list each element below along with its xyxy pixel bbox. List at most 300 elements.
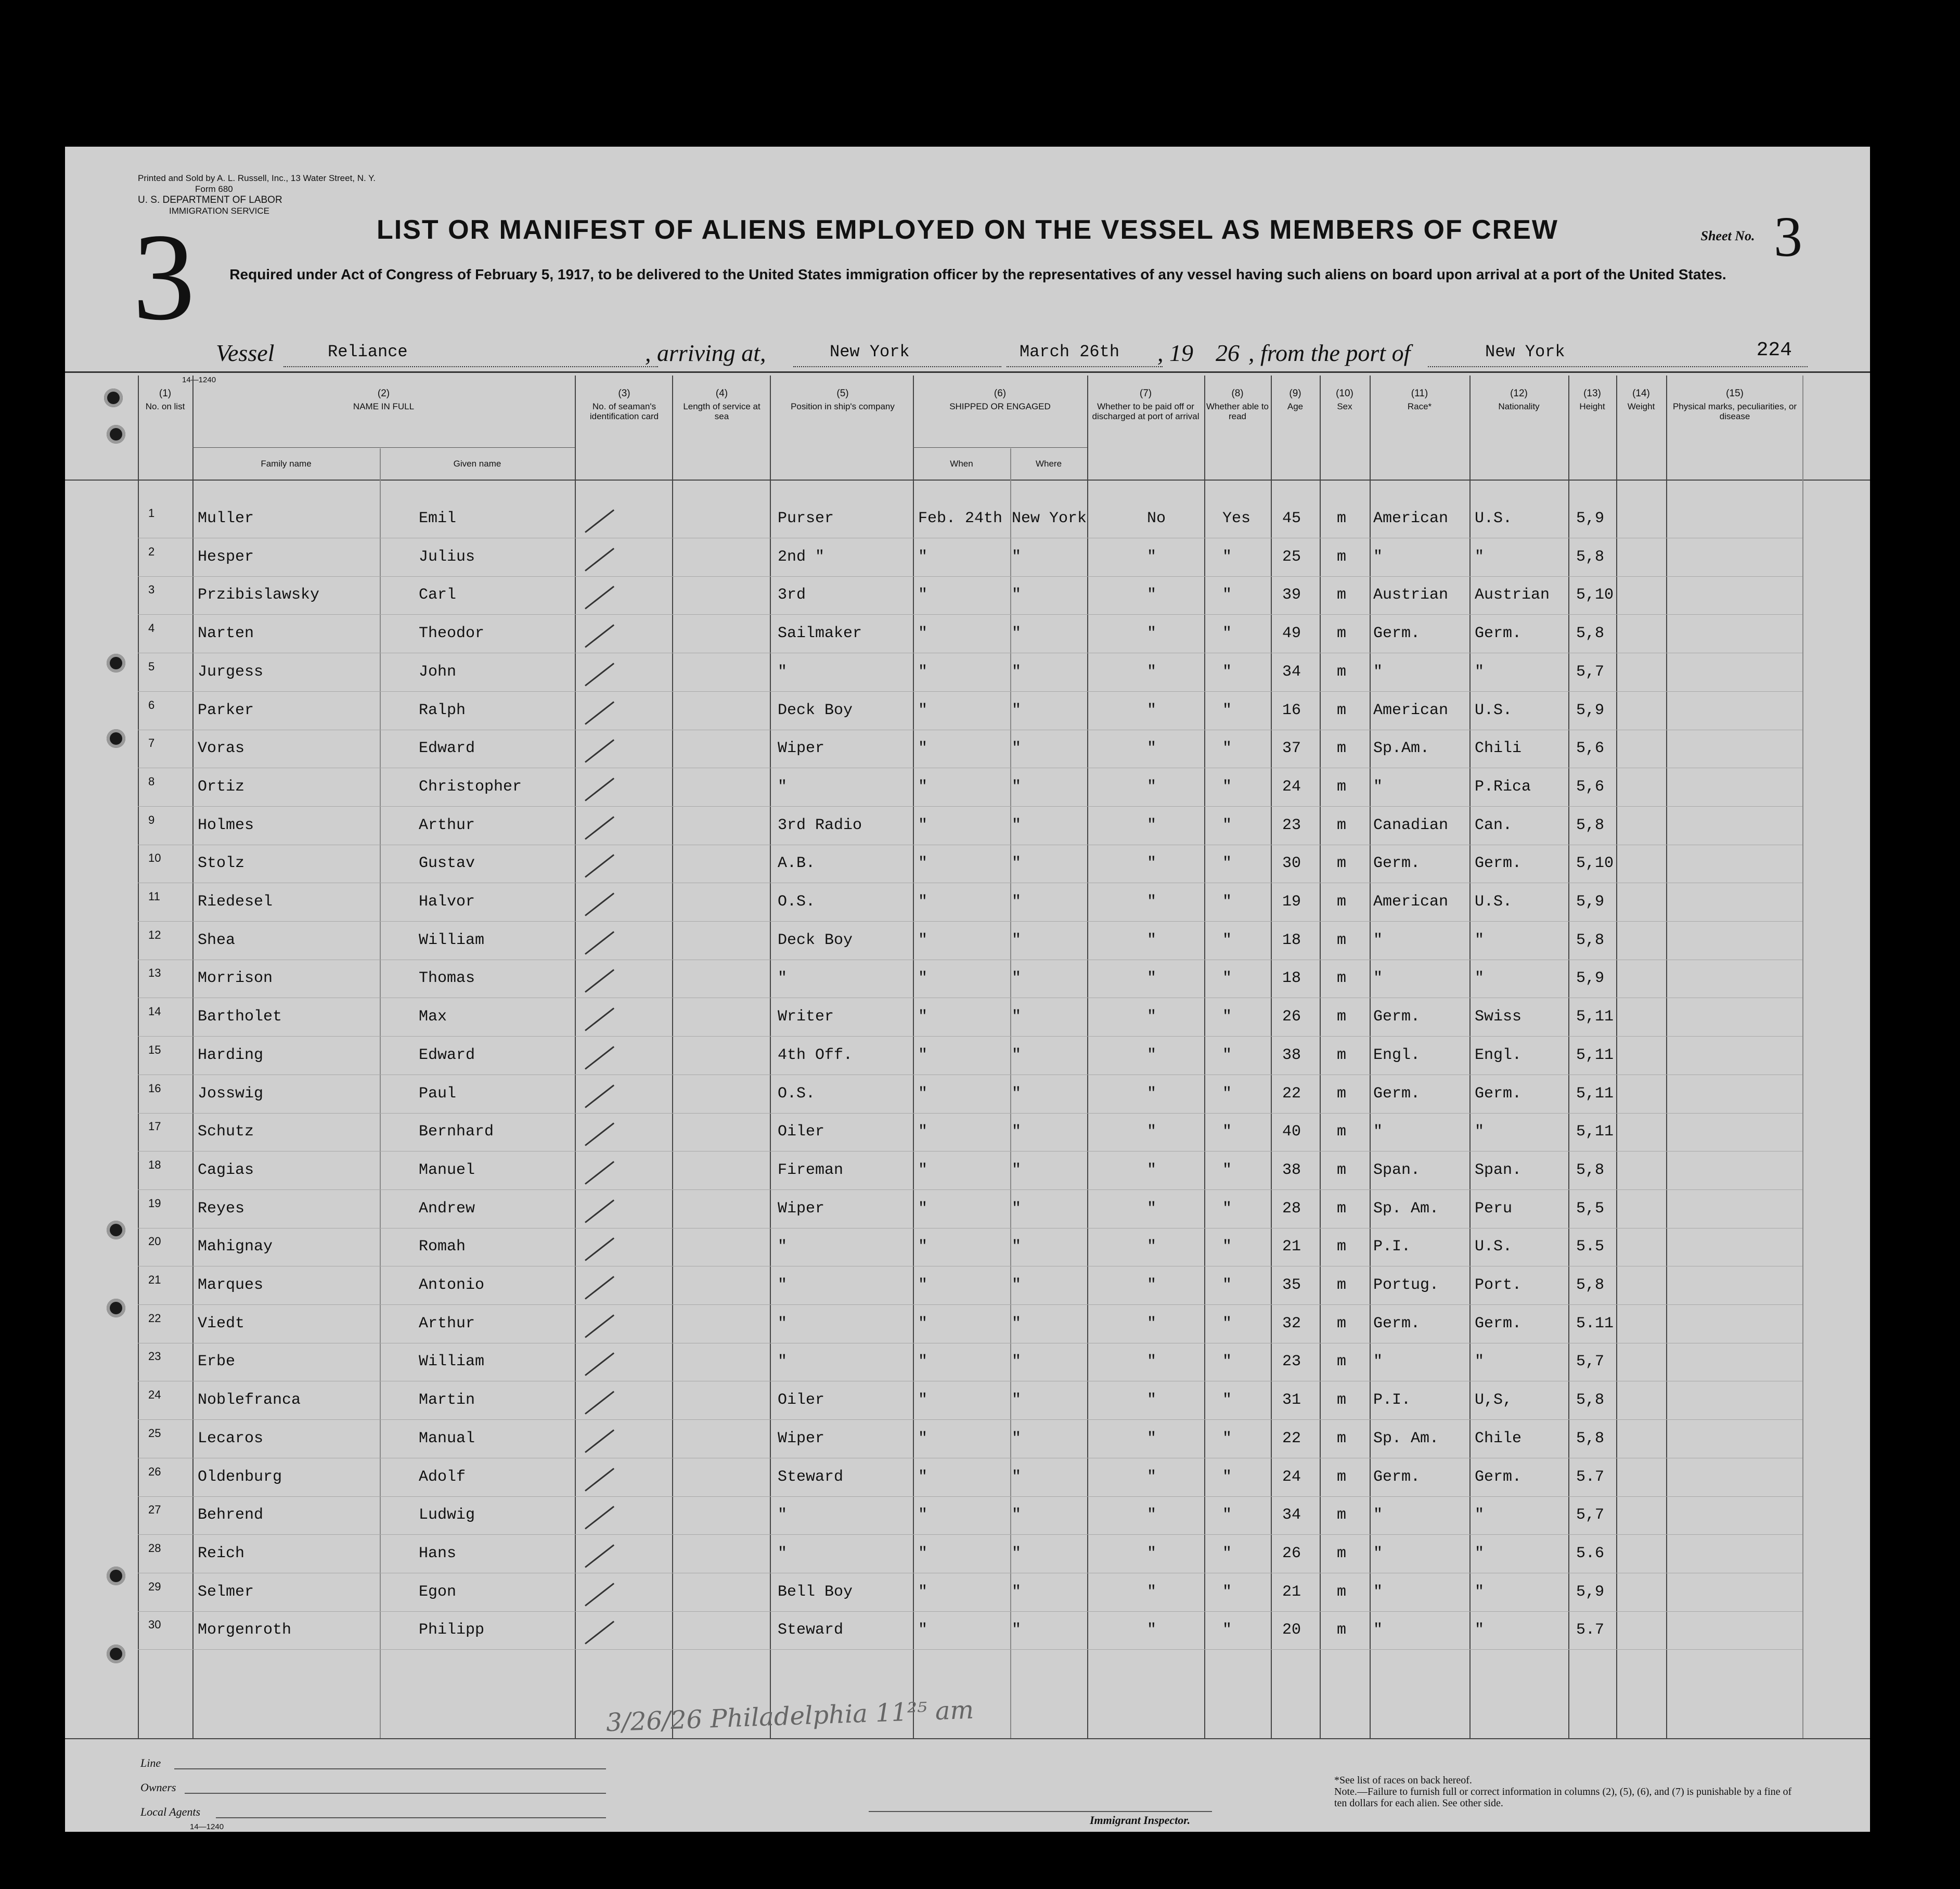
cell-paid-off: " [1147,1123,1157,1141]
cell-shipped-where: " [1012,778,1022,796]
cell-shipped-where: " [1012,625,1022,643]
table-row [65,1305,1870,1344]
cell-family-name: Cagias [198,1161,254,1179]
cell-given-name: Egon [419,1583,457,1601]
cell-sex: m [1337,586,1347,604]
cell-given-name: William [419,1353,485,1371]
cell-sex: m [1337,969,1347,988]
cell-shipped-when: " [918,625,928,643]
col-age-header: (9) Age [1287,388,1304,411]
cell-height: 5,8 [1576,1161,1605,1179]
id-card-checkmark [585,931,614,954]
cell-height: 5.6 [1576,1544,1605,1562]
cell-race: American [1373,701,1449,719]
cell-height: 5,11 [1576,1046,1614,1064]
cell-nationality: " [1475,548,1485,566]
cell-given-name: Carl [419,586,457,604]
cell-able-to-read: " [1222,1276,1232,1294]
cell-shipped-when: " [918,1084,928,1103]
col-read-header: (8) Whether able to read [1206,388,1269,421]
col-where-header: Where [1035,459,1062,469]
cell-row-number: 4 [148,622,155,635]
cell-position: 2nd " [778,548,825,566]
cell-paid-off: " [1147,1583,1157,1601]
col-when-header: When [950,459,973,469]
year-suffix: 26 [1216,340,1240,366]
cell-age: 49 [1282,625,1301,643]
table-bottom-rule [65,1738,1870,1739]
sheet-number-label: Sheet No. [1700,228,1755,243]
cell-shipped-when: " [918,1391,928,1409]
cell-race: " [1373,1353,1383,1371]
table-row [65,1343,1870,1382]
cell-row-number: 25 [148,1426,161,1440]
cell-row-number: 18 [148,1158,161,1171]
cell-able-to-read: " [1222,1353,1232,1371]
cell-race: P.I. [1373,1391,1411,1409]
cell-paid-off: " [1147,855,1157,873]
id-card-checkmark [585,778,614,801]
cell-sex: m [1337,893,1347,911]
cell-position: Steward [778,1621,844,1639]
cell-able-to-read: " [1222,548,1232,566]
table-row [65,1497,1870,1535]
cell-nationality: Austrian [1475,586,1550,604]
cell-able-to-read: " [1222,1123,1232,1141]
owners-label: Owners [140,1781,176,1794]
id-card-checkmark [585,1007,614,1031]
cell-shipped-where: " [1012,1199,1022,1218]
id-card-checkmark [585,892,614,916]
cell-height: 5,8 [1576,625,1605,643]
cell-shipped-when: " [918,586,928,604]
id-card-checkmark [585,816,614,839]
page-number: 224 [1756,339,1792,361]
col-idcard-header: (3) No. of seaman's identification card [589,388,659,421]
table-row [65,1382,1870,1420]
inspector-label: Immigrant Inspector. [1090,1814,1191,1827]
table-row [65,730,1870,769]
cell-race: " [1373,663,1383,681]
cell-given-name: Thomas [419,969,475,988]
vessel-label: Vessel [216,340,275,366]
cell-family-name: Stolz [198,855,245,873]
cell-paid-off: " [1147,663,1157,681]
cell-family-name: Josswig [198,1084,264,1103]
cell-shipped-when: " [918,816,928,834]
from-port: New York [1485,342,1565,361]
table-row [65,1228,1870,1267]
id-card-checkmark [585,624,614,648]
cell-position: " [778,969,788,988]
cell-height: 5,9 [1576,1583,1605,1601]
cell-position: " [778,1544,788,1562]
cell-nationality: Germ. [1475,1084,1522,1103]
cell-row-number: 23 [148,1350,161,1363]
cell-race: Canadian [1373,816,1449,834]
cell-position: " [778,778,788,796]
cell-race: Span. [1373,1161,1421,1179]
cell-position: Fireman [778,1161,844,1179]
cell-sex: m [1337,1123,1347,1141]
id-card-checkmark [585,1621,614,1645]
cell-family-name: Erbe [198,1353,236,1371]
col-weight-header: (14) Weight [1627,388,1655,411]
cell-given-name: Antonio [419,1276,485,1294]
id-card-checkmark [585,1238,614,1261]
arriving-label: , arriving at, [645,340,766,366]
cell-paid-off: " [1147,1468,1157,1486]
cell-family-name: Muller [198,510,254,527]
col-position-header: (5) Position in ship's company [791,388,895,411]
cell-age: 18 [1282,931,1301,949]
cell-row-number: 21 [148,1273,161,1286]
cell-shipped-when: " [918,1199,928,1218]
cell-position: Oiler [778,1123,825,1141]
cell-shipped-where: " [1012,969,1022,988]
cell-family-name: Przibislawsky [198,586,320,604]
cell-race: American [1373,510,1449,527]
cell-height: 5,10 [1576,586,1614,604]
cell-able-to-read: " [1222,1199,1232,1218]
cell-row-number: 8 [148,774,155,788]
cell-race: " [1373,548,1383,566]
cell-age: 18 [1282,969,1301,988]
cell-able-to-read: " [1222,586,1232,604]
cell-row-number: 1 [148,507,155,520]
cell-nationality: Germ. [1475,625,1522,643]
cell-sex: m [1337,663,1347,681]
cell-height: 5,11 [1576,1123,1614,1141]
cell-row-number: 24 [148,1388,161,1402]
cell-height: 5,8 [1576,931,1605,949]
cell-race: Germ. [1373,1314,1421,1332]
table-row [65,769,1870,807]
cell-shipped-when: " [918,1621,928,1639]
cell-given-name: Arthur [419,1314,475,1332]
cell-race: " [1373,931,1383,949]
cell-shipped-where: " [1012,1084,1022,1103]
cell-given-name: Christopher [419,778,522,796]
cell-family-name: Reyes [198,1199,245,1218]
cell-able-to-read: " [1222,1238,1232,1256]
cell-paid-off: " [1147,586,1157,604]
cell-paid-off: " [1147,893,1157,911]
table-row [65,1152,1870,1191]
form-number: Form 680 [195,184,233,194]
cell-age: 20 [1282,1621,1301,1639]
cell-age: 35 [1282,1276,1301,1294]
cell-sex: m [1337,1583,1347,1601]
cell-shipped-when: " [918,778,928,796]
cell-height: 5,6 [1576,778,1605,796]
cell-nationality: " [1475,1353,1485,1371]
cell-row-number: 28 [148,1541,161,1555]
cell-sex: m [1337,1506,1347,1524]
cell-height: 5.11 [1576,1314,1614,1332]
cell-shipped-where: " [1012,701,1022,719]
cell-shipped-when: " [918,1238,928,1256]
cell-age: 38 [1282,1046,1301,1064]
id-card-checkmark [585,1583,614,1606]
cell-paid-off: " [1147,1161,1157,1179]
cell-shipped-when: " [918,701,928,719]
cell-shipped-when: " [918,893,928,911]
cell-sex: m [1337,510,1347,527]
col-marks-header: (15) Physical marks, peculiarities, or disease [1672,388,1797,421]
cell-race: Germ. [1373,855,1421,873]
cell-age: 25 [1282,548,1301,566]
cell-sex: m [1337,1544,1347,1562]
cell-family-name: Selmer [198,1583,254,1601]
cell-given-name: Manuel [419,1161,475,1179]
cell-row-number: 9 [148,813,155,826]
cell-given-name: Manual [419,1429,475,1447]
cell-height: 5,8 [1576,548,1605,566]
id-card-checkmark [585,1314,614,1338]
cell-age: 26 [1282,1008,1301,1026]
table-row [65,1459,1870,1497]
cell-height: 5,9 [1576,969,1605,988]
cell-position: O.S. [778,1084,816,1103]
cell-paid-off: " [1147,816,1157,834]
cell-paid-off: " [1147,1199,1157,1218]
cell-shipped-where: " [1012,1468,1022,1486]
manifest-sheet [65,147,1870,1832]
cell-age: 22 [1282,1084,1301,1103]
cell-sex: m [1337,855,1347,873]
cell-row-number: 20 [148,1235,161,1248]
local-agents-label: Local Agents [140,1805,201,1818]
cell-family-name: Parker [198,701,254,719]
cell-height: 5.7 [1576,1468,1605,1486]
punch-hole [107,1645,125,1663]
cell-sex: m [1337,1276,1347,1294]
table-row [65,1612,1870,1650]
col-shipped-header: (6) SHIPPED OR ENGAGED [949,388,1051,411]
cell-height: 5,9 [1576,701,1605,719]
cell-given-name: Edward [419,1046,475,1064]
cell-given-name: Gustav [419,855,475,873]
cell-paid-off: No [1147,510,1166,527]
cell-row-number: 11 [148,890,160,903]
cell-shipped-when: " [918,1544,928,1562]
cell-given-name: Emil [419,510,457,527]
cell-nationality: P.Rica [1475,778,1531,796]
cell-paid-off: " [1147,1353,1157,1371]
cell-family-name: Schutz [198,1123,254,1141]
cell-age: 31 [1282,1391,1301,1409]
id-card-checkmark [585,1276,614,1299]
cell-family-name: Lecaros [198,1429,264,1447]
cell-sex: m [1337,625,1347,643]
table-row [65,884,1870,922]
cell-sex: m [1337,1046,1347,1064]
cell-height: 5,11 [1576,1008,1614,1026]
cell-paid-off: " [1147,1391,1157,1409]
cell-position: " [778,663,788,681]
table-row [65,539,1870,577]
cell-able-to-read: " [1222,1391,1232,1409]
cell-age: 23 [1282,1353,1301,1371]
cell-family-name: Shea [198,931,236,949]
cell-given-name: Ludwig [419,1506,475,1524]
cell-race: " [1373,1123,1383,1141]
cell-race: Austrian [1373,586,1449,604]
cell-paid-off: " [1147,1544,1157,1562]
id-card-checkmark [585,1468,614,1491]
cell-height: 5,11 [1576,1084,1614,1103]
cell-row-number: 6 [148,698,155,711]
col-race-header: (11) Race* [1407,388,1432,411]
cell-nationality: U.S. [1475,510,1513,527]
cell-paid-off: " [1147,1046,1157,1064]
cell-shipped-where: " [1012,1008,1022,1026]
printer-line: Printed and Sold by A. L. Russell, Inc., 13 Water Street, N. Y. [138,173,376,183]
cell-paid-off: " [1147,1238,1157,1256]
cell-row-number: 30 [148,1618,161,1632]
cell-position: Deck Boy [778,931,853,949]
id-card-checkmark [585,1084,614,1108]
cell-able-to-read: " [1222,855,1232,873]
punch-hole [107,729,125,748]
cell-height: 5.7 [1576,1621,1605,1639]
table-row [65,807,1870,846]
cell-able-to-read: " [1222,625,1232,643]
cell-age: 21 [1282,1583,1301,1601]
cell-paid-off: " [1147,778,1157,796]
cell-position: " [778,1353,788,1371]
cell-given-name: Bernhard [419,1123,494,1141]
cell-paid-off: " [1147,548,1157,566]
cell-age: 24 [1282,1468,1301,1486]
cell-shipped-where: " [1012,1544,1022,1562]
cell-race: " [1373,778,1383,796]
cell-position: " [778,1314,788,1332]
cell-given-name: Edward [419,740,475,758]
cell-able-to-read: " [1222,1084,1232,1103]
cell-able-to-read: " [1222,1161,1232,1179]
cell-sex: m [1337,1621,1347,1639]
cell-sex: m [1337,1391,1347,1409]
cell-row-number: 17 [148,1120,161,1133]
cell-able-to-read: " [1222,1008,1232,1026]
table-row [65,577,1870,615]
cell-nationality: " [1475,1621,1485,1639]
table-row [65,960,1870,999]
cell-given-name: Martin [419,1391,475,1409]
cell-able-to-read: " [1222,1583,1232,1601]
cell-age: 45 [1282,510,1301,527]
cell-row-number: 5 [148,659,155,673]
col-service-header: (4) Length of service at sea [683,388,760,421]
table-row [65,1191,1870,1229]
cell-shipped-where: " [1012,1046,1022,1064]
cell-race: Sp.Am. [1373,740,1430,758]
id-card-checkmark [585,1353,614,1376]
cell-family-name: Jurgess [198,663,264,681]
id-card-checkmark [585,586,614,610]
cell-able-to-read: " [1222,1506,1232,1524]
cell-shipped-when: " [918,1123,928,1141]
cell-age: 19 [1282,893,1301,911]
cell-race: Germ. [1373,625,1421,643]
corner-sheet-number: 3 [133,208,195,346]
cell-nationality: Engl. [1475,1046,1522,1064]
cell-row-number: 13 [148,966,161,980]
cell-height: 5,5 [1576,1199,1605,1218]
cell-family-name: Narten [198,625,254,643]
page-subtitle: Required under Act of Congress of February 5, 1917, to be delivered to the United States immigration officer by the representatives of any vessel having such aliens on board upon arrival at a port of the United States. [229,266,1726,282]
table-row [65,692,1870,731]
cell-position: O.S. [778,893,816,911]
form-code-top: 14—1240 [182,376,216,384]
col-sex-header: (10) Sex [1336,388,1353,411]
handwritten-arrival-note: 3/26/26 Philadelphia 11²⁵ am [605,1695,974,1738]
cell-height: 5,8 [1576,1429,1605,1447]
cell-age: 32 [1282,1314,1301,1332]
cell-given-name: Andrew [419,1199,475,1218]
table-row [65,1076,1870,1114]
cell-shipped-where: " [1012,586,1022,604]
cell-family-name: Viedt [198,1314,245,1332]
cell-height: 5,10 [1576,855,1614,873]
cell-shipped-where: " [1012,931,1022,949]
cell-able-to-read: " [1222,893,1232,911]
cell-shipped-where: " [1012,1276,1022,1294]
cell-family-name: Morgenroth [198,1621,292,1639]
cell-shipped-when: " [918,740,928,758]
cell-nationality: Port. [1475,1276,1522,1294]
table-row [65,999,1870,1037]
cell-position: " [778,1238,788,1256]
form-code-bottom: 14—1240 [190,1822,224,1831]
cell-paid-off: " [1147,1276,1157,1294]
cell-row-number: 22 [148,1311,161,1325]
cell-shipped-where: " [1012,663,1022,681]
arrival-date: March 26th [1020,342,1120,361]
cell-nationality: " [1475,1506,1485,1524]
cell-shipped-when: " [918,1429,928,1447]
cell-family-name: Harding [198,1046,264,1064]
table-row [65,922,1870,961]
cell-age: 30 [1282,855,1301,873]
cell-age: 26 [1282,1544,1301,1562]
cell-given-name: Paul [419,1084,457,1103]
cell-age: 37 [1282,740,1301,758]
cell-given-name: Max [419,1008,447,1026]
cell-sex: m [1337,778,1347,796]
cell-age: 40 [1282,1123,1301,1141]
cell-race: " [1373,1544,1383,1562]
cell-sex: m [1337,701,1347,719]
cell-shipped-when: " [918,1276,928,1294]
cell-paid-off: " [1147,740,1157,758]
cell-race: Sp. Am. [1373,1429,1439,1447]
cell-shipped-when: " [918,1583,928,1601]
cell-given-name: Philipp [419,1621,485,1639]
cell-nationality: Germ. [1475,855,1522,873]
cell-position: Wiper [778,1199,825,1218]
cell-sex: m [1337,1084,1347,1103]
vessel-info-row [216,339,1792,370]
cell-sex: m [1337,1468,1347,1486]
cell-shipped-where: " [1012,893,1022,911]
cell-nationality: Peru [1475,1199,1513,1218]
cell-height: 5,8 [1576,816,1605,834]
cell-nationality: Germ. [1475,1468,1522,1486]
cell-given-name: William [419,931,485,949]
